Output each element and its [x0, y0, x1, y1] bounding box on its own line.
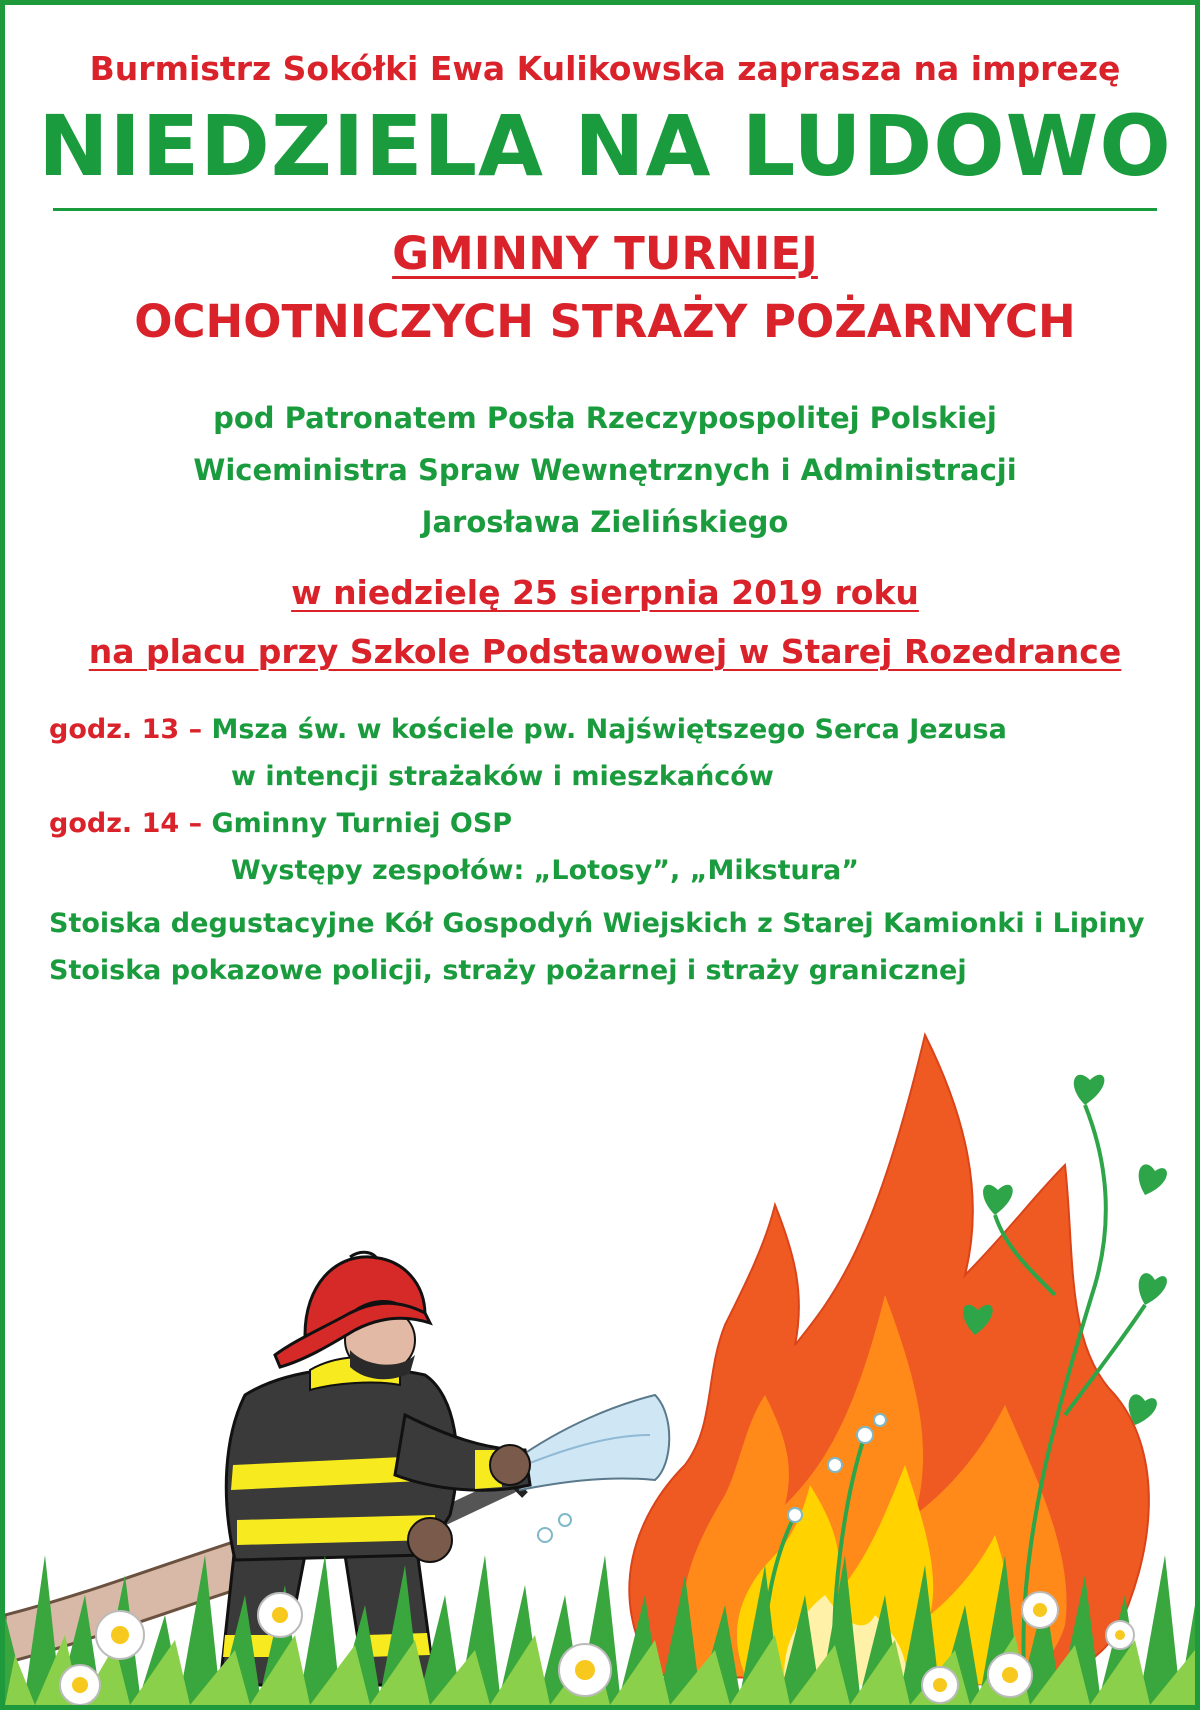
intro-text: Burmistrz Sokółki Ewa Kulikowska zaprasza na imprezę	[89, 49, 1121, 88]
main-title: NIEDZIELA NA LUDOWO	[38, 97, 1172, 195]
schedule-event-1: Msza św. w kościele pw. Najświętszego Serca Jezusa	[211, 714, 1007, 745]
water-spray	[515, 1395, 669, 1490]
extras-line-1: Stoiska degustacyjne Kół Gospodyń Wiejskich z Starej Kamionki i Lipiny	[49, 908, 1145, 939]
event-place	[5, 632, 1200, 671]
title-divider	[53, 208, 1157, 211]
subtitle-line-1-text: GMINNY TURNIEJ	[392, 227, 818, 280]
patronage-line-3: Jarosława Zielińskiego	[421, 505, 789, 539]
extras-line-2: Stoiska pokazowe policji, straży pożarnej i straży granicznej	[49, 955, 967, 986]
subtitle-line-2: OCHOTNICZYCH STRAŻY POŻARNYCH	[134, 295, 1076, 348]
schedule-dash-1: –	[188, 714, 203, 745]
schedule-time-2: godz. 14	[49, 808, 180, 839]
schedule-event-2: Gminny Turniej OSP	[211, 808, 513, 839]
schedule-continuation-2: Występy zespołów: „Lotosy”, „Mikstura”	[231, 855, 860, 886]
schedule-continuation-1: w intencji strażaków i mieszkańców	[231, 761, 774, 792]
schedule-dash-2: –	[188, 808, 203, 839]
schedule-time-1: godz. 13	[49, 714, 180, 745]
event-place-text: na placu przy Szkole Podstawowej w Starej Rozedrance	[88, 632, 1122, 671]
event-date-text: w niedzielę 25 sierpnia 2019 roku	[291, 573, 919, 612]
patronage-line-1: pod Patronatem Posła Rzeczypospolitej Polskiej	[213, 401, 997, 435]
event-date	[5, 573, 1200, 612]
patronage-line-2: Wiceministra Spraw Wewnętrznych i Administracji	[193, 453, 1017, 487]
firefighter-fire-illustration	[5, 995, 1195, 1705]
schedule-item-2	[49, 808, 512, 839]
subtitle-line-1	[5, 227, 1200, 280]
schedule-item-1	[49, 714, 1007, 745]
